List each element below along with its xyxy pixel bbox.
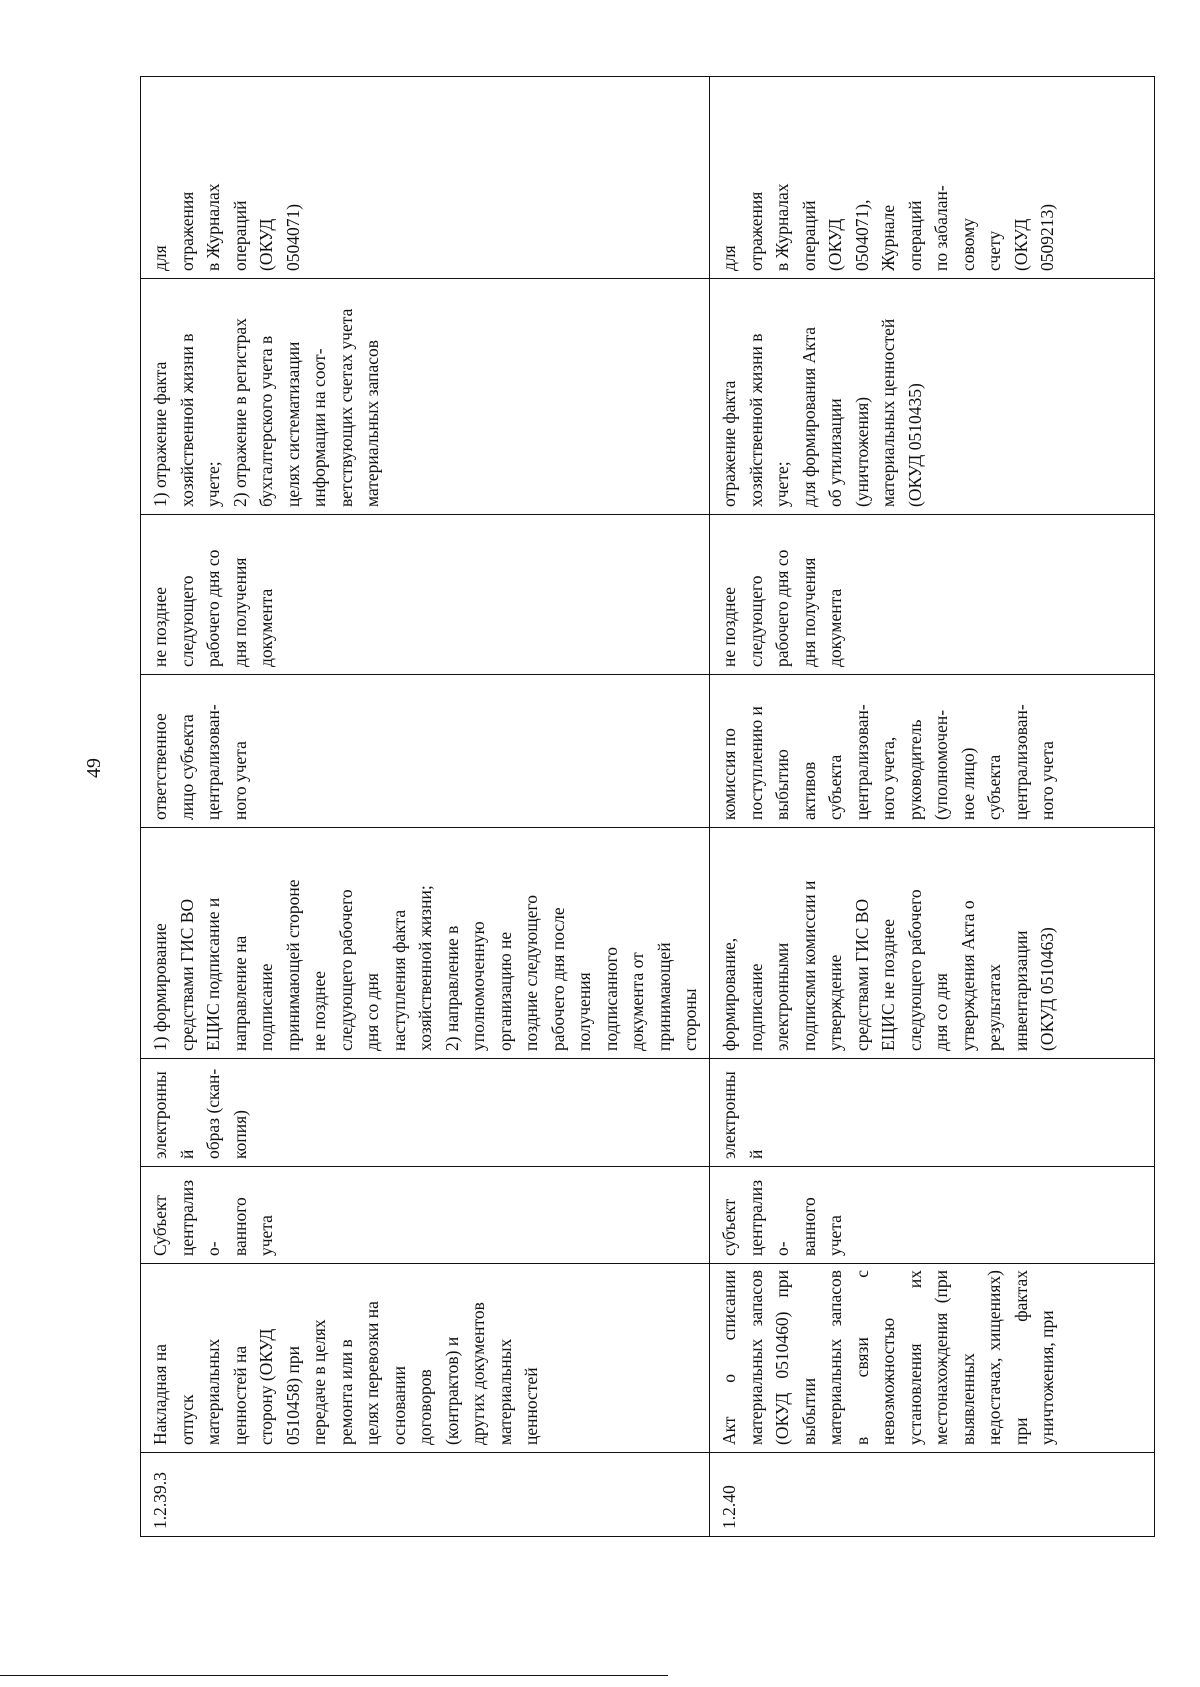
procedure-cell: 1) формирование средствами ГИС ВО ЕЦИС подписание и направление на подписание принимающей стороне не позднее следующего рабочего дня со дня наступления факта хозяйственной жизни; 2) направление в уполномоченную организацию не поздние следующего рабочего дня после получения подписанного документа от принимающей стороны [141,828,710,1059]
document-table [140,76,1155,1537]
document-name-cell: Накладная на отпуск материальных ценностей на сторону (ОКУД 0510458) при передаче в целях ремонта или в целях перевозки на основании договоров (контрактов) и других документов материальных ценностей [141,1264,710,1453]
document-form-cell: электронный [710,1059,1155,1167]
purpose-cell: отражение факта хозяйственной жизни в учете; для формирования Акта об утилизации (уничтожения) материальных ценностей (ОКУД 0510435) [710,279,1155,515]
responsible-cell: комиссия по поступлению и выбытию активов субъекта централизован- ного учета, руководитель (уполномочен- ное лицо) субъекта централизован- ного учета [710,675,1155,828]
deadline-cell: не позднее следующего рабочего дня со дня получения документа [710,515,1155,675]
procedure-cell: формирование, подписание электронными подписями комиссии и утверждение средствами ГИС ВО ЕЦИС не позднее следующего рабочего дня со дня утверждения Акта о результатах инвентаризации (ОКУД 0510463) [710,828,1155,1059]
subject-cell: Субъект централизо- ванного учета [141,1167,710,1264]
page-number: 49 [83,758,105,778]
table-row [141,77,710,1537]
subject-cell: субъект централизо- ванного учета [710,1167,1155,1264]
row-number-cell: 1.2.40 [710,1453,1155,1537]
register-cell: для отражения в Журналах операций (ОКУД 0504071) [141,77,710,279]
purpose-cell: 1) отражение факта хозяйственной жизни в учете; 2) отражение в регистрах бухгалтерского учета в целях систематизации информации на соот- ветствующих счетах учета материальных запасов [141,279,710,515]
row-number-cell: 1.2.39.3 [141,1453,710,1537]
register-cell: для отражения в Журналах операций (ОКУД 0504071), Журнале операций по забалан- совому счету (ОКУД 0509213) [710,77,1155,279]
deadline-cell: не позднее следующего рабочего дня со дня получения документа [141,515,710,675]
responsible-cell: ответственное лицо субъекта централизован- ного учета [141,675,710,828]
table-row [710,77,1155,1537]
document-name-cell: Акт о списании материальных запасов (ОКУД 0510460) при выбытии материальных запасов в связи с невозможностью установления их местонахождения (при выявленных недостачах, хищениях) при фактах уничтожения, при [710,1264,1155,1453]
document-form-cell: электронный образ (скан- копия) [141,1059,710,1167]
rotated-page-content [140,77,1200,1537]
bottom-rule [0,1675,668,1676]
